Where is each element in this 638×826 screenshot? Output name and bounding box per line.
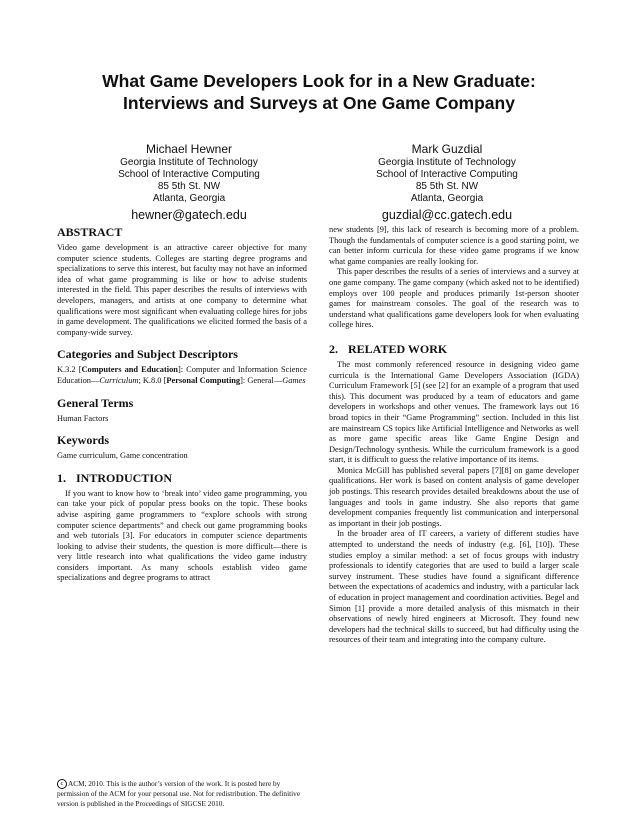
copyright-notice	[57, 779, 307, 809]
categories-text: K.3.2 [Computers and Education]: Computer and Information Science Education—Curriculum; K.8.0 [Personal Computing]: General—Games	[57, 365, 308, 385]
keywords-heading: Keywords	[57, 433, 109, 448]
general-terms-heading: General Terms	[57, 395, 134, 410]
related-work-heading: 2. RELATED WORK	[329, 341, 448, 356]
categories-heading: Categories and Subject Descriptors	[57, 347, 238, 362]
general-terms-text: Human Factors	[57, 413, 109, 423]
left-column	[57, 225, 307, 584]
right-column	[329, 225, 579, 646]
author-address: 85 5th St. NW	[157, 181, 221, 192]
title-line-2: Interviews and Surveys at One Game Company	[123, 93, 515, 113]
author-email: hewner@gatech.edu	[131, 208, 247, 222]
introduction-text: If you want to know how to ‘break into’ video game programming, you can take your pick of popular press books on the topic. These books advise aspiring game programmers to “explore schools with strong computer science departments” and check out game programming books and web tutorials [3]. For educators in computer science departments looking to advise their students, the question is more difficult—there is very little research into what qualifications the video game industry considers important. As many schools establish video game specializations and degree programs to attract	[57, 488, 307, 583]
author-affiliation: Georgia Institute of Technology	[120, 157, 258, 168]
author-affiliation: School of Interactive Computing	[376, 169, 518, 180]
author-affiliation: Georgia Institute of Technology	[378, 157, 516, 168]
author-email: guzdial@cc.gatech.edu	[381, 208, 513, 222]
copyright-text: ACM, 2010. This is the author’s version of the work. It is posted here by permission of the ACM for your personal use. Not for redistribution. The definitive version is published in the Proceedings of SIGCSE 2010.	[57, 779, 301, 809]
paper-title	[40, 70, 598, 114]
author-address: 85 5th St. NW	[415, 181, 479, 192]
author-affiliation: School of Interactive Computing	[118, 169, 260, 180]
author-name: Michael Hewner	[145, 142, 233, 156]
introduction-continued-text: new students [9], this lack of research is becoming more of a problem. Though the fundamentals of computer science is a good starting point, we can better inform curricula for these video game programs if we know what game companies are really looking for.	[329, 225, 579, 266]
author-name: Mark Guzdial	[411, 142, 483, 156]
related-work-text: In the broader area of IT careers, a variety of different studies have attempted to understand the needs of industry (e.g. [6], [10]). These studies employ a similar method: a set of focus groups with industry professionals to identify categories that are used to build a larger scale survey instrument. These studies have found a significant difference between the expectations of academics and industry, with a particular lack of education in project management and coordination activities. Begel and Simon [1] provide a more detailed analysis of this mismatch in their observations of newly hired engineers at Microsoft. They found new developers had the technical skills to succeed, but had difficulty using the resources of their team and integrating into the company culture.	[329, 529, 579, 645]
author-city: Atlanta, Georgia	[410, 193, 484, 204]
author-block-1	[69, 141, 309, 224]
copyright-icon: c	[57, 779, 67, 789]
introduction-heading: 1. INTRODUCTION	[57, 470, 173, 485]
abstract-text: Video game development is an attractive career objective for many computer science students. Colleges are starting degree programs and specializations to serve this interest, but faculty may not have an informed idea of what game programming is like or how to advise students interested in the field. This paper describes the results of interviews with developers, managers, and artists at one company to determine what qualifications were most significant when evaluating college hires for jobs in game development. The qualifications we elicited formed the basis of a company-wide survey.	[57, 243, 307, 337]
title-line-1: What Game Developers Look for in a New Graduate:	[102, 71, 536, 91]
related-work-text: Monica McGill has published several papers [7][8] on game developer qualifications. Her work is based on content analysis of game developer job postings. This research provides detailed breakdowns about the use of languages and tools in game industry. She also reports that game development companies frequently list communication and interpersonal as important in their job postings.	[329, 465, 579, 528]
abstract-heading: ABSTRACT	[57, 225, 123, 239]
introduction-continued-text: This paper describes the results of a series of interviews and a survey at one game company. The game company (which asked not to be identified) employs over 100 people and produces primarily 1st-person shooter games for mainstream consoles. The goal of the research was to understand what qualifications game developers look for when evaluating college hires.	[329, 267, 579, 330]
related-work-text: The most commonly referenced resource in designing video game curricula is the International Game Developers Association (IGDA) Curriculum Framework [5] (see [2] for an example of a program that used this). This document was produced by a team of educators and game developers in workshops and other venues. The framework lays out 16 broad topics in their “Game Programming” section. Included in this list are mainstream CS topics like Artificial Intelligence and Networks as well as more game specific areas like Game Engine Design and Design/Technology synthesis. While the curriculum framework is a good start, it is difficult to guess the relative importance of its items.	[329, 359, 579, 465]
author-block-2	[327, 141, 567, 224]
keywords-text: Game curriculum, Game concentration	[57, 451, 188, 461]
author-city: Atlanta, Georgia	[152, 193, 226, 204]
